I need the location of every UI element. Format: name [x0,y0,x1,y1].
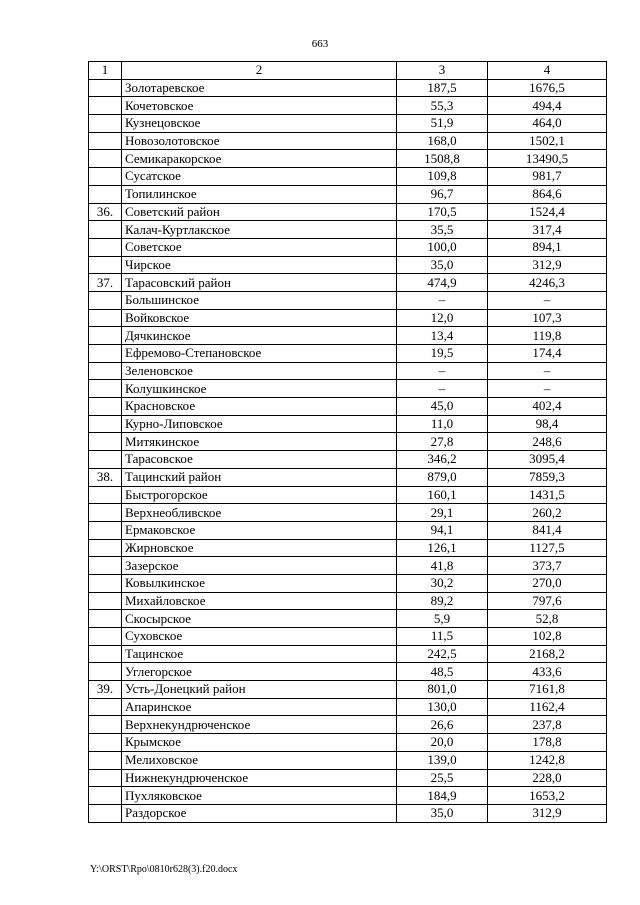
value-col4-cell: – [488,291,607,309]
table-row [89,362,607,380]
settlement-name-cell: Калач-Куртлакское [122,221,397,239]
row-number-cell [89,716,122,734]
value-col3-cell: 160,1 [397,486,488,504]
row-number-cell [89,345,122,363]
settlement-name-cell: Золотаревское [122,79,397,97]
table-row [89,504,607,522]
footer-file-path: Y:\ORST\Rpo\0810r628(3).f20.docx [90,864,238,875]
value-col4-cell: 102,8 [488,628,607,646]
settlement-name-cell: Большинское [122,291,397,309]
table-row [89,150,607,168]
row-number-cell [89,574,122,592]
value-col4-cell: 864,6 [488,185,607,203]
value-col3-cell: 26,6 [397,716,488,734]
table-row [89,132,607,150]
table-row [89,97,607,115]
table-row [89,256,607,274]
value-col3-cell: 29,1 [397,504,488,522]
row-number-cell [89,734,122,752]
settlement-name-cell: Крымское [122,734,397,752]
value-col3-cell: 168,0 [397,132,488,150]
value-col3-cell: 170,5 [397,203,488,221]
value-col3-cell: 130,0 [397,698,488,716]
value-col4-cell: 1524,4 [488,203,607,221]
value-col4-cell: 797,6 [488,592,607,610]
value-col4-cell: 237,8 [488,716,607,734]
value-col4-cell: 248,6 [488,433,607,451]
value-col3-cell: 41,8 [397,557,488,575]
value-col3-cell: 51,9 [397,115,488,133]
value-col4-cell: 13490,5 [488,150,607,168]
value-col3-cell: 879,0 [397,468,488,486]
settlement-name-cell: Тацинское [122,645,397,663]
row-number-cell [89,115,122,133]
row-number-cell [89,486,122,504]
settlement-name-cell: Колушкинское [122,380,397,398]
row-number-cell [89,185,122,203]
settlement-name-cell: Нижнекундрюченское [122,769,397,787]
value-col4-cell: 312,9 [488,256,607,274]
value-col4-cell: 312,9 [488,804,607,822]
table-row [89,451,607,469]
value-col3-cell: 48,5 [397,663,488,681]
row-number-cell [89,256,122,274]
value-col3-cell: 35,0 [397,256,488,274]
table-body [89,79,607,822]
settlement-name-cell: Быстрогорское [122,486,397,504]
row-number-cell [89,628,122,646]
value-col3-cell: 55,3 [397,97,488,115]
row-number-cell [89,221,122,239]
row-number-cell [89,539,122,557]
value-col4-cell: 1431,5 [488,486,607,504]
table-row [89,221,607,239]
settlement-name-cell: Раздорское [122,804,397,822]
value-col4-cell: 4246,3 [488,274,607,292]
settlement-name-cell: Курно-Липовское [122,415,397,433]
value-col3-cell: – [397,291,488,309]
value-col4-cell: 433,6 [488,663,607,681]
value-col3-cell: 35,0 [397,804,488,822]
table-row [89,557,607,575]
value-col4-cell: 1127,5 [488,539,607,557]
table-row [89,238,607,256]
value-col4-cell: 174,4 [488,345,607,363]
table-row [89,698,607,716]
settlement-name-cell: Усть-Донецкий район [122,681,397,699]
value-col4-cell: 228,0 [488,769,607,787]
value-col3-cell: 1508,8 [397,150,488,168]
value-col4-cell: 373,7 [488,557,607,575]
value-col3-cell: 474,9 [397,274,488,292]
row-number-cell [89,610,122,628]
row-number-cell [89,362,122,380]
value-col4-cell: 981,7 [488,168,607,186]
row-number-cell [89,79,122,97]
settlement-name-cell: Войковское [122,309,397,327]
table-row [89,274,607,292]
settlement-name-cell: Тацинский район [122,468,397,486]
table-header-row [89,62,607,80]
row-number-cell [89,291,122,309]
table-row [89,663,607,681]
value-col3-cell: – [397,362,488,380]
value-col3-cell: 11,0 [397,415,488,433]
value-col4-cell: 3095,4 [488,451,607,469]
table-row [89,415,607,433]
row-number-cell [89,97,122,115]
table-row [89,716,607,734]
settlement-name-cell: Углегорское [122,663,397,681]
value-col4-cell: 1242,8 [488,751,607,769]
value-col4-cell: 2168,2 [488,645,607,663]
table-row [89,645,607,663]
value-col3-cell: 346,2 [397,451,488,469]
row-number-cell [89,663,122,681]
row-number-cell [89,698,122,716]
value-col4-cell: 1162,4 [488,698,607,716]
settlement-name-cell: Советский район [122,203,397,221]
value-col4-cell: 178,8 [488,734,607,752]
value-col4-cell: – [488,380,607,398]
value-col4-cell: 119,8 [488,327,607,345]
table-row [89,115,607,133]
table-row [89,185,607,203]
value-col3-cell: 94,1 [397,521,488,539]
value-col4-cell: 270,0 [488,574,607,592]
settlement-name-cell: Мелиховское [122,751,397,769]
settlement-name-cell: Зеленовское [122,362,397,380]
settlement-name-cell: Митякинское [122,433,397,451]
value-col3-cell: 109,8 [397,168,488,186]
table-row [89,804,607,822]
row-number-cell [89,398,122,416]
table-row [89,79,607,97]
value-col4-cell: 894,1 [488,238,607,256]
row-number-cell: 37. [89,274,122,292]
row-number-cell [89,168,122,186]
table-row [89,468,607,486]
settlement-name-cell: Скосырское [122,610,397,628]
row-number-cell [89,150,122,168]
table-row [89,380,607,398]
table-row [89,574,607,592]
settlement-name-cell: Тарасовский район [122,274,397,292]
value-col3-cell: 27,8 [397,433,488,451]
row-number-cell [89,415,122,433]
value-col4-cell: 464,0 [488,115,607,133]
value-col3-cell: 35,5 [397,221,488,239]
table-row [89,539,607,557]
table-row [89,327,607,345]
value-col4-cell: 7859,3 [488,468,607,486]
value-col3-cell: 13,4 [397,327,488,345]
value-col3-cell: 45,0 [397,398,488,416]
table-row [89,486,607,504]
table-row [89,291,607,309]
column-header-2: 2 [122,62,397,80]
settlement-name-cell: Семикаракорское [122,150,397,168]
settlement-name-cell: Жирновское [122,539,397,557]
settlement-name-cell: Ковылкинское [122,574,397,592]
table-row [89,628,607,646]
row-number-cell [89,521,122,539]
data-table [88,61,607,823]
row-number-cell [89,787,122,805]
row-number-cell [89,433,122,451]
row-number-cell [89,751,122,769]
settlement-name-cell: Кочетовское [122,97,397,115]
row-number-cell [89,769,122,787]
settlement-name-cell: Советское [122,238,397,256]
table-row [89,433,607,451]
row-number-cell: 39. [89,681,122,699]
value-col3-cell: 5,9 [397,610,488,628]
row-number-cell [89,557,122,575]
table-row [89,521,607,539]
settlement-name-cell: Чирское [122,256,397,274]
table-row [89,681,607,699]
value-col3-cell: 30,2 [397,574,488,592]
value-col3-cell: 100,0 [397,238,488,256]
settlement-name-cell: Ермаковское [122,521,397,539]
value-col3-cell: 184,9 [397,787,488,805]
settlement-name-cell: Апаринское [122,698,397,716]
table-row [89,734,607,752]
table-row [89,592,607,610]
row-number-cell [89,804,122,822]
row-number-cell [89,309,122,327]
table-row [89,751,607,769]
value-col4-cell: 1502,1 [488,132,607,150]
settlement-name-cell: Сусатское [122,168,397,186]
row-number-cell [89,645,122,663]
settlement-name-cell: Верхнекундрюченское [122,716,397,734]
settlement-name-cell: Новозолотовское [122,132,397,150]
value-col4-cell: 841,4 [488,521,607,539]
value-col3-cell: 187,5 [397,79,488,97]
table-row [89,168,607,186]
table-row [89,787,607,805]
value-col3-cell: 242,5 [397,645,488,663]
column-header-1: 1 [89,62,122,80]
value-col4-cell: 1676,5 [488,79,607,97]
table-row [89,203,607,221]
settlement-name-cell: Верхнеобливское [122,504,397,522]
settlement-name-cell: Топилинское [122,185,397,203]
settlement-name-cell: Суховское [122,628,397,646]
table-row [89,610,607,628]
value-col4-cell: 98,4 [488,415,607,433]
value-col3-cell: 12,0 [397,309,488,327]
table-row [89,398,607,416]
table-row [89,309,607,327]
value-col4-cell: 402,4 [488,398,607,416]
value-col3-cell: 20,0 [397,734,488,752]
row-number-cell: 36. [89,203,122,221]
value-col4-cell: 7161,8 [488,681,607,699]
settlement-name-cell: Кузнецовское [122,115,397,133]
row-number-cell: 38. [89,468,122,486]
value-col3-cell: 11,5 [397,628,488,646]
value-col3-cell: 89,2 [397,592,488,610]
column-header-3: 3 [397,62,488,80]
settlement-name-cell: Дячкинское [122,327,397,345]
value-col3-cell: – [397,380,488,398]
value-col3-cell: 126,1 [397,539,488,557]
column-header-4: 4 [488,62,607,80]
value-col4-cell: 107,3 [488,309,607,327]
row-number-cell [89,380,122,398]
settlement-name-cell: Зазерское [122,557,397,575]
value-col3-cell: 801,0 [397,681,488,699]
settlement-name-cell: Ефремово-Степановское [122,345,397,363]
value-col3-cell: 19,5 [397,345,488,363]
value-col3-cell: 25,5 [397,769,488,787]
row-number-cell [89,327,122,345]
row-number-cell [89,504,122,522]
value-col4-cell: – [488,362,607,380]
page-number: 663 [311,38,329,50]
settlement-name-cell: Красновское [122,398,397,416]
row-number-cell [89,592,122,610]
value-col4-cell: 260,2 [488,504,607,522]
settlement-name-cell: Михайловское [122,592,397,610]
value-col3-cell: 96,7 [397,185,488,203]
table-row [89,769,607,787]
value-col4-cell: 317,4 [488,221,607,239]
row-number-cell [89,451,122,469]
settlement-name-cell: Тарасовское [122,451,397,469]
value-col4-cell: 1653,2 [488,787,607,805]
value-col4-cell: 494,4 [488,97,607,115]
settlement-name-cell: Пухляковское [122,787,397,805]
row-number-cell [89,238,122,256]
table-row [89,345,607,363]
value-col3-cell: 139,0 [397,751,488,769]
value-col4-cell: 52,8 [488,610,607,628]
row-number-cell [89,132,122,150]
